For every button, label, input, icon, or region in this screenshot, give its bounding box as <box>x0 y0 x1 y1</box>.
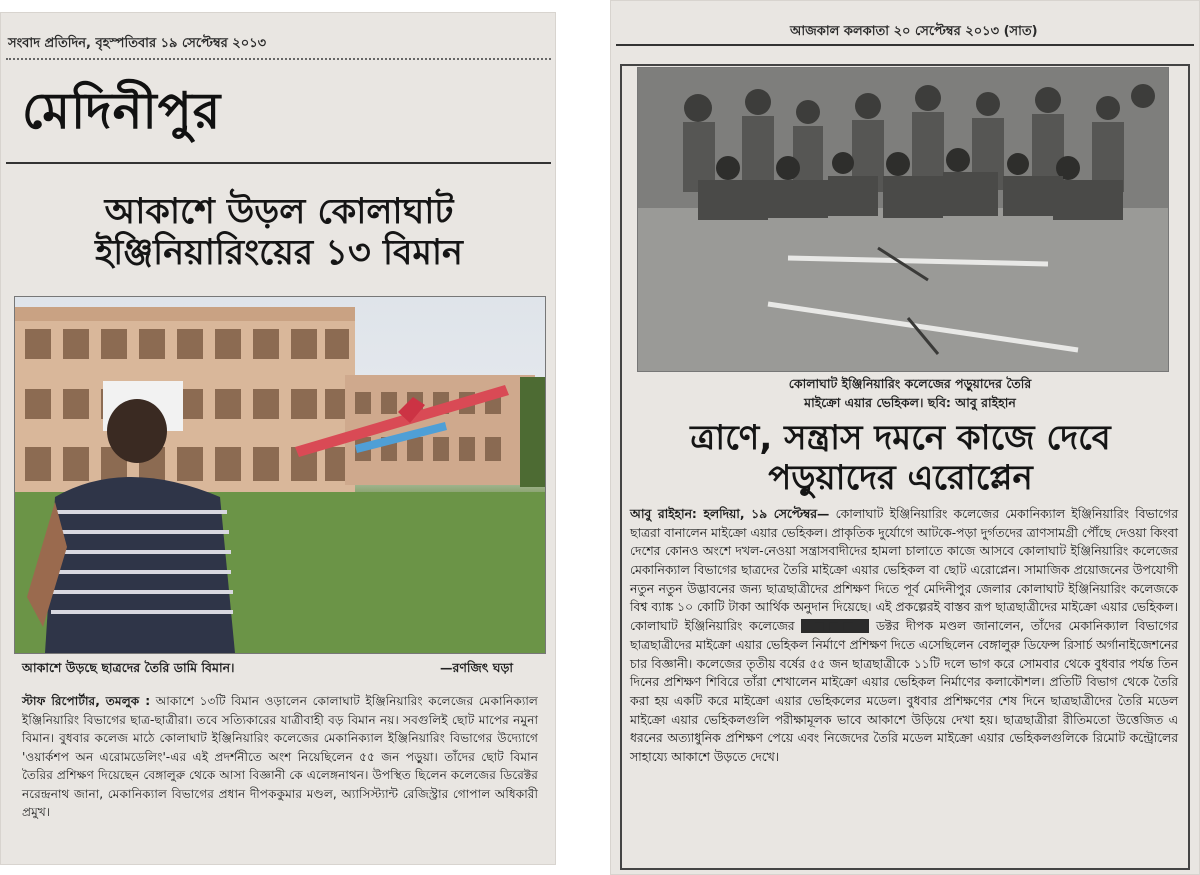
right-headline: ত্রাণে, সন্ত্রাস দমনে কাজে দেবে পড়ুয়াদের এরোপ্লেন <box>690 418 1111 499</box>
right-caption-line-2: মাইক্রো এয়ার ভেহিকল। ছবি: আবু রাইহান <box>804 394 1016 410</box>
right-photo-caption <box>650 375 1170 413</box>
right-body-text-part-2: ডক্টর দীপক মণ্ডল জানালেন, তাঁদের মেকানিক্যাল বিভাগের ছাত্রছাত্রীদের মাইক্রো এয়ার ভেহিকল নির্মাণে প্রশিক্ষণ দিতে এসেছিলেন বেঙ্গালুরু ডিফেন্স রিসার্চ অর্গানাইজেশনের চার বিজ্ঞানী। কলেজের তৃতীয় বর্ষের ৫৫ জন ছাত্রছাত্রীকে ১১টি দলে ভাগ করে সোমবার থেকে বুধবার পর্যন্ত তিন দিনের প্রশিক্ষণ শিবিরে তাঁরা শেখালেন মাইক্রো এয়ার ভেহিকল নির্মাণের কলাকৌশল। প্রতিটি বিভাগ থেকে তৈরি করা হয় একটি করে মাইক্রো এয়ার ভেহিকলের মডেল। বুধবার প্রশিক্ষণের শেষ দিনে ছাত্রছাত্রীদের তৈরি মডেল মাইক্রো এয়ার ভেহিকলগুলি পরীক্ষামূলক ভাবে আকাশে উড়িয়ে দেখা হয়। ছাত্রছাত্রীরা রীতিমতো উত্তেজিত এ ধরনের অত্যাধুনিক প্রশিক্ষণ পেয়ে এবং নিজেদের তৈরি মডেল মাইক্রো এয়ার ভেহিকলগুলিকে রিমোট কন্ট্রোলের সাহায্যে আকাশে উড়তে দেখে। <box>630 619 1178 764</box>
right-body-text-part-1: কোলাঘাট ইঞ্জিনিয়ারিং কলেজের মেকানিক্যাল ইঞ্জিনিয়ারিং বিভাগের ছাত্ররা বানালেন মাইক্রো এয়ার ভেহিকল। প্রাকৃতিক দুর্যোগে আটকে-পড়া দুর্গতদের ত্রাণসামগ্রী পৌঁছে দেওয়া কিংবা দেশের কোনও অংশে দখল-নেওয়া সন্ত্রাসবাদীদের হামলা চালাতে কাজে আসবে কোলাঘাট ইঞ্জিনিয়ারিং কলেজের মেকানিক্যাল বিভাগের ছাত্রদের তৈরি মাইক্রো এয়ার ভেহিকল বা ছোট এরোপ্লেন। সামাজিক প্রয়োজনের উপযোগী নতুন নতুন উদ্ভাবনের জন্য ছাত্রছাত্রীদের প্রশিক্ষণ দিতে পূর্ব মেদিনীপুর জেলার কোলাঘাট ইঞ্জিনিয়ারিং কলেজকে বিশ্ব ব্যাঙ্ক ১০ কোটি টাকা আর্থিক অনুদান দিয়েছে। এই প্রকল্পেরই বাস্তব রূপ ছাত্রছাত্রীদের মাইক্রো এয়ার ভেহিকল। কোলাঘাট ইঞ্জিনিয়ারিং কলেজের <box>630 507 1178 634</box>
redaction-bar: ■■■ <box>801 619 869 633</box>
right-dateline-rule <box>616 44 1194 46</box>
left-dateline-rule <box>6 58 551 60</box>
left-section-title: মেদিনীপুর <box>22 82 222 140</box>
left-article-body <box>22 692 538 822</box>
left-photo-campus-plane <box>14 296 546 654</box>
left-body-text: আকাশে ১৩টি বিমান ওড়ালেন কোলাঘাট ইঞ্জিনিয়ারিং কলেজের মেকানিক্যাল ইঞ্জিনিয়ারিং বিভাগের ছাত্র-ছাত্রীরা। তবে সত্যিকারের যাত্রীবাহী বড় বিমান নয়। সবগুলিই ছোট মাপের নমুনা বিমান। বুধবার কলেজ মাঠে কোলাঘাট ইঞ্জিনিয়ারিং কলেজের মেকানিক্যাল ইঞ্জিনিয়ারিং বিভাগের উদ্যোগে 'ওয়ার্কশপ অন এরোমডেলিং'-এর এই প্রদর্শনীতে অংশ নিয়েছিলেন ৫৫ জন পড়ুয়া। তাঁদের ছোট বিমান তৈরির প্রশিক্ষণ দিয়েছেন বেঙ্গালুরু থেকে আসা বিজ্ঞানী কে এলেঙ্গনাথন। উপস্থিত ছিলেন কলেজের ডিরেক্টর নরেন্দ্রনাথ জানা, মেকানিক্যাল বিভাগের প্রধান দীপককুমার মণ্ডল, অ্যাসিস্ট্যান্ট রেজিস্ট্রার গোপাল অধিকারী প্রমুখ। <box>22 694 538 820</box>
left-dateline: সংবাদ প্রতিদিন, বৃহস্পতিবার ১৯ সেপ্টেম্বর ২০১৩ <box>8 36 267 51</box>
right-article-body <box>630 505 1178 767</box>
left-headline: আকাশে উড়ল কোলাঘাট ইঞ্জিনিয়ারিংয়ের ১৩ বিমান <box>95 192 463 274</box>
right-caption-line-1: কোলাঘাট ইঞ্জিনিয়ারিং কলেজের পড়ুয়াদের তৈরি <box>788 376 1032 391</box>
left-section-rule <box>6 162 551 164</box>
left-newspaper-clipping <box>0 12 556 865</box>
right-newspaper-clipping <box>610 0 1200 875</box>
left-byline: স্টাফ রিপোর্টার, তমলুক : <box>22 694 151 708</box>
left-photo-caption: আকাশে উড়ছে ছাত্রদের তৈরি ডামি বিমান। <box>22 660 235 675</box>
right-byline: আবু রাইহান: হলদিয়া, ১৯ সেপ্টেম্বর— <box>630 507 830 521</box>
right-dateline: আজকাল কলকাতা ২০ সেপ্টেম্বর ২০১৩ (সাত) <box>790 24 1038 39</box>
right-photo-students-aircraft <box>637 67 1169 372</box>
left-photo-credit: —রণজিৎ ঘড়া <box>440 660 513 675</box>
